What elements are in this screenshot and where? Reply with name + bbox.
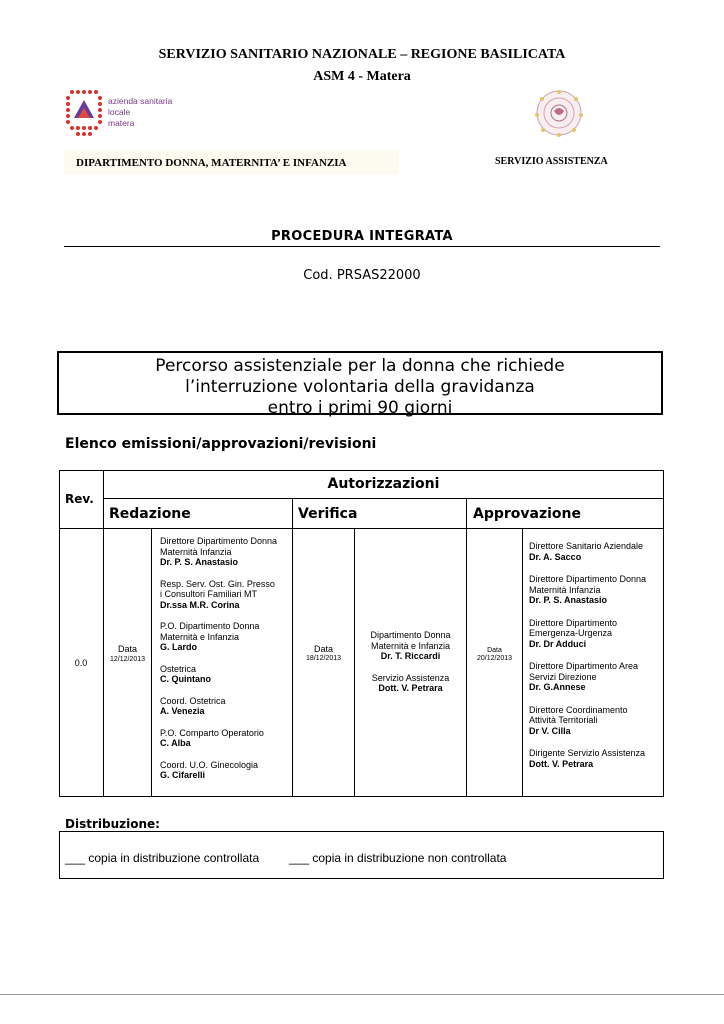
distribution-label: Distribuzione:: [65, 817, 160, 831]
procedure-label: PROCEDURA INTEGRATA: [271, 229, 453, 244]
signatory-name: C. Quintano: [160, 674, 211, 684]
signatory: [160, 728, 290, 749]
signatory: [529, 541, 663, 562]
logo-text-line2: matera: [108, 118, 135, 128]
authorizations-header: Autorizzazioni: [327, 476, 440, 492]
signatory-name: Dr. Dr Adduci: [529, 638, 587, 649]
signatory-role: Resp. Serv. Ost. Gin. Presso: [160, 578, 275, 589]
signatory-name: Dr. T. Riccardi: [380, 651, 441, 661]
revisions-table: [59, 470, 664, 797]
distribution-uncontrolled: ___ copia in distribuzione non controllata: [289, 851, 507, 865]
signatory-role: Maternità Infanzia: [160, 546, 232, 557]
signatory: [160, 696, 290, 717]
verifica-date: 18/12/2013: [305, 655, 342, 662]
asl-logo-icon: [64, 86, 108, 138]
signatory: [529, 705, 663, 737]
signatory-role: Direttore Dipartimento: [529, 617, 618, 628]
signatory-role: Emergenza-Urgenza: [529, 628, 613, 638]
signatory-role: Coord. Ostetrica: [160, 695, 226, 706]
asl-logo: [64, 86, 188, 138]
signatory-name: C. Alba: [160, 738, 191, 748]
signatory-role: Servizi Direzione: [529, 671, 597, 682]
footer-rule: [0, 994, 724, 995]
seal-icon: [528, 87, 590, 139]
header-subtitle: ASM 4 - Matera: [313, 69, 411, 84]
procedure-code: Cod. PRSAS22000: [303, 268, 421, 283]
signatory: [160, 760, 290, 781]
signatory-role: Maternità Infanzia: [529, 584, 601, 595]
redazione-date-label: Data: [117, 644, 137, 654]
service-name: SERVIZIO ASSISTENZA: [495, 156, 608, 167]
signatory: [160, 621, 290, 653]
signatory-name: G. Cifarelli: [160, 770, 206, 780]
logo-text-line1: azienda sanitaria locale: [108, 96, 173, 117]
signatory-name: Dr. G.Annese: [529, 682, 586, 692]
signatory-role: Dirigente Servizio Assistenza: [529, 748, 646, 758]
rev-header: Rev.: [65, 492, 94, 506]
procedure-title-line: entro i primi 90 giorni: [267, 398, 453, 418]
signatory-name: G. Lardo: [160, 642, 198, 652]
signatory: [355, 673, 466, 694]
signatory-role: Direttore Dipartimento Donna: [529, 574, 647, 584]
signatory-role: P.O. Comparto Operatorio: [160, 727, 264, 738]
signatory: [529, 618, 663, 650]
signatory-name: Dott. V. Petrara: [529, 758, 594, 769]
signatory: [529, 574, 663, 606]
signatory: [160, 579, 290, 611]
verifica-signatories: [355, 630, 466, 694]
approvazione-date: 20/12/2013: [476, 655, 513, 662]
approvazione-header: Approvazione: [473, 506, 582, 522]
revisions-heading: Elenco emissioni/approvazioni/revisioni: [65, 436, 377, 452]
redazione-signatories: [160, 536, 290, 781]
header-title: SERVIZIO SANITARIO NAZIONALE – REGIONE BASILICATA: [158, 47, 566, 62]
signatory-role: i Consultori Familiari MT: [160, 589, 258, 599]
signatory-name: Dott. V. Petrara: [378, 683, 443, 693]
signatory-role: Servizio Assistenza: [371, 672, 450, 683]
procedure-title-line: l’interruzione volontaria della gravidanza: [185, 377, 535, 397]
seal-logo: [528, 87, 590, 139]
signatory-role: Direttore Dipartimento Area: [529, 661, 639, 671]
redazione-header: Redazione: [109, 506, 191, 522]
redazione-date: 12/12/2013: [109, 656, 146, 663]
verifica-date-label: Data: [313, 644, 333, 654]
signatory: [529, 748, 663, 769]
signatory-role: P.O. Dipartimento Donna: [160, 621, 260, 631]
signatory-role: Maternità e Infanzia: [160, 631, 240, 642]
signatory-role: Maternità e Infanzia: [370, 640, 451, 651]
approvazione-date-label: Data: [487, 647, 502, 654]
divider: [64, 246, 660, 247]
signatory-role: Coord. U.O. Ginecologia: [160, 759, 259, 770]
signatory-role: Ostetrica: [160, 663, 197, 674]
signatory: [160, 536, 290, 568]
signatory-role: Direttore Sanitario Aziendale: [529, 541, 644, 551]
procedure-title-box: [57, 351, 663, 418]
signatory-role: Attività Territoriali: [529, 715, 598, 725]
distribution-controlled: ___ copia in distribuzione controllata: [65, 851, 260, 865]
signatory: [355, 630, 466, 662]
procedure-title-line: Percorso assistenziale per la donna che richiede: [155, 356, 565, 376]
signatory-name: Dr.ssa M.R. Corina: [160, 599, 240, 610]
signatory-name: Dr. A. Sacco: [529, 551, 582, 562]
signatory-name: Dr. P. S. Anastasio: [160, 557, 239, 567]
signatory-role: Dipartimento Donna: [370, 630, 451, 640]
verifica-header: Verifica: [298, 506, 358, 522]
signatory-name: A. Venezia: [160, 706, 205, 716]
signatory-name: Dr. P. S. Anastasio: [529, 595, 608, 605]
rev-value: 0.0: [74, 658, 88, 668]
approvazione-signatories: [529, 541, 663, 769]
signatory-name: Dr V. Cilla: [529, 725, 571, 736]
signatory-role: Direttore Coordinamento: [529, 704, 628, 715]
department-name: DIPARTIMENTO DONNA, MATERNITA’ E INFANZIA: [76, 157, 347, 169]
signatory: [160, 664, 290, 685]
signatory-role: Direttore Dipartimento Donna: [160, 536, 278, 546]
signatory: [529, 661, 663, 693]
